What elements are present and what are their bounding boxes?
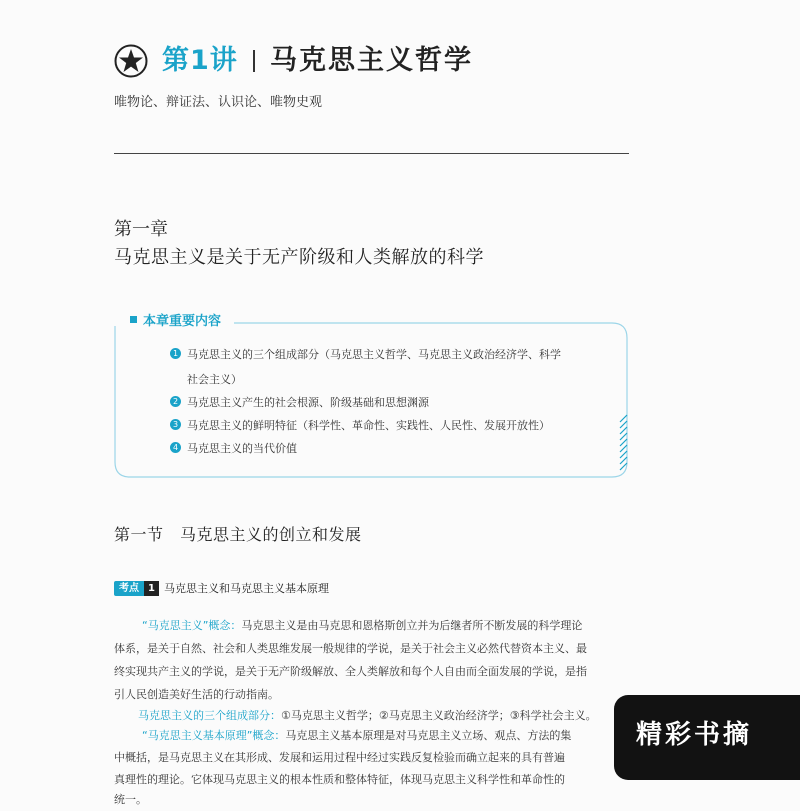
term-highlight: “马克思主义”概念： [142, 619, 242, 632]
key-content-label [130, 314, 229, 330]
paragraph-line: 引人民创造美好生活的行动指南。 [114, 688, 279, 701]
key-item-text: 马克思主义的鲜明特征（科学性、革命性、实践性、人民性、发展开放性） [187, 419, 550, 432]
paragraph-line [114, 614, 630, 637]
square-bullet-icon [130, 316, 137, 323]
number-circle-icon: 2 [170, 396, 181, 407]
paragraph-line: 真理性的理论。它体现马克思主义的根本性质和整体特征，体现马克思主义科学性和革命性的 [114, 773, 565, 786]
paragraph-text: 马克思主义基本原理是对马克思主义立场、观点、方法的集 [285, 729, 572, 742]
exam-point-tag: 考点 [114, 581, 144, 596]
excerpt-stamp-text: 精彩书摘 [636, 720, 753, 750]
section-title: 第一节 马克思主义的创立和发展 [114, 525, 362, 544]
title-divider [253, 50, 255, 72]
key-item-continuation: 社会主义） [187, 373, 242, 386]
term-highlight: 马克思主义的三个组成部分： [138, 709, 281, 722]
paragraph-line: 体系，是关于自然、社会和人类思维发展一般规律的学说，是关于社会主义必然代替资本主义、最 [114, 642, 587, 655]
lecture-title: 马克思主义哲学 [270, 45, 473, 76]
paragraph-line: 终实现共产主义的学说，是关于无产阶级解放、全人类解放和每个人自由而全面发展的学说，是指 [114, 665, 587, 678]
exam-point-number: 1 [144, 581, 159, 596]
key-item-text: 马克思主义产生的社会根源、阶级基础和思想渊源 [187, 396, 429, 409]
key-item-text: 马克思主义的三个组成部分（马克思主义哲学、马克思主义政治经济学、科学 [187, 348, 561, 361]
number-circle-icon: 4 [170, 442, 181, 453]
number-circle-icon: 1 [170, 348, 181, 359]
number-circle-icon: 3 [170, 419, 181, 430]
lecture-number: 第1讲 [162, 45, 238, 76]
paragraph-line: 统一。 [114, 793, 147, 806]
star-badge-icon [114, 44, 148, 78]
term-highlight: “马克思主义基本原理”概念： [142, 729, 286, 742]
header-rule [114, 153, 629, 154]
paragraph-text: ①马克思主义哲学；②马克思主义政治经济学；③科学社会主义。 [281, 709, 597, 722]
paragraph-line: 中概括，是马克思主义在其形成、发展和运用过程中经过实践反复检验而确立起来的具有普遍 [114, 751, 565, 764]
paragraph-text: 马克思主义是由马克思和恩格斯创立并为后继者所不断发展的科学理论 [241, 619, 583, 632]
exam-point-title: 马克思主义和马克思主义基本原理 [164, 582, 329, 595]
lecture-subtitle: 唯物论、辩证法、认识论、唯物史观 [114, 95, 323, 110]
key-content-label-text: 本章重要内容 [143, 314, 222, 329]
chapter-title: 马克思主义是关于无产阶级和人类解放的科学 [114, 247, 484, 268]
paragraph-line [114, 724, 630, 747]
key-item-text: 马克思主义的当代价值 [187, 442, 297, 455]
chapter-number: 第一章 [114, 219, 168, 240]
